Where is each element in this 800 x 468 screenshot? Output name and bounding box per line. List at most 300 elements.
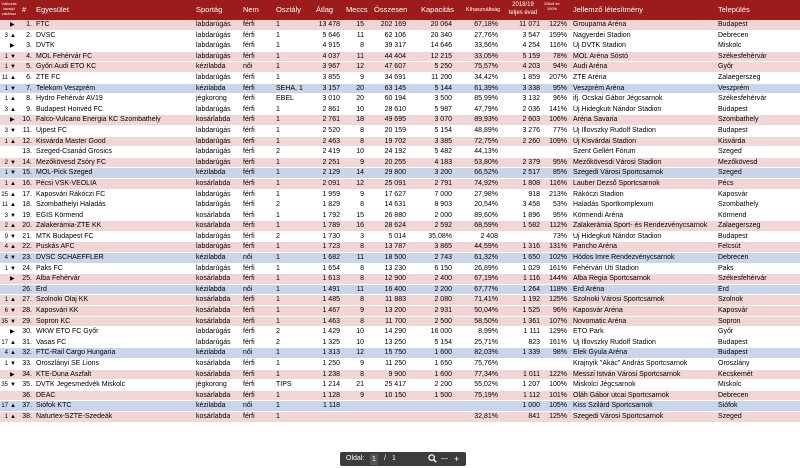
page-number-input[interactable]: 1: [372, 455, 376, 463]
cell-venue: Új Illovszky Rudolf Stadion: [573, 126, 656, 134]
cell-tot: 60 194: [384, 95, 406, 103]
cell-venue: Rákóczi Stadion: [573, 190, 624, 198]
cell-pct: 116%: [549, 42, 567, 50]
cell-rank: 30.: [22, 328, 32, 336]
cell-tot: 9 900: [388, 370, 406, 378]
cell-avg: 4 915: [322, 42, 340, 50]
cell-city: Győr: [718, 63, 734, 71]
cell-div: 1: [276, 126, 280, 134]
cell-rank: 23.: [22, 254, 32, 262]
cell-rank: 26.: [22, 285, 32, 293]
cell-club: WKW ETO FC Győr: [36, 328, 99, 336]
cell-venue: Elek Gyula Aréna: [573, 349, 628, 357]
table-row: [0, 264, 800, 275]
cell-tot: 62 106: [384, 31, 406, 39]
cell-prev: 2 603: [522, 116, 540, 124]
cell-pct: 122%: [549, 370, 567, 378]
cell-avg: 1 829: [322, 201, 340, 209]
cell-tot: 49 695: [384, 116, 406, 124]
cell-pct: 96%: [552, 307, 567, 315]
cell-venue: Szegedi Városi Sportcsarnok: [573, 412, 664, 420]
cell-avg: 1 214: [322, 381, 340, 389]
cell-prev: 823: [528, 338, 540, 346]
table-row: [0, 115, 800, 126]
cell-cap: 5 154: [434, 126, 452, 134]
cell-m: 21: [356, 381, 364, 389]
cell-city: Budapest: [718, 232, 748, 240]
cell-div: 1: [276, 275, 280, 283]
change-value: 1: [4, 85, 8, 92]
cell-div: 2: [276, 201, 280, 209]
change-value: 1: [4, 53, 8, 60]
cell-venue: Veszprém Aréna: [573, 84, 625, 92]
cell-m: 8: [360, 370, 364, 378]
cell-div: 1: [276, 264, 280, 272]
cell-prev: 2 036: [522, 105, 540, 113]
header-change-pct: Előző év 100%: [544, 1, 560, 11]
cell-pct: 98%: [552, 349, 567, 357]
cell-cap: 2 743: [434, 254, 452, 262]
cell-avg: 1 325: [322, 338, 340, 346]
cell-club: Siófok KTC: [36, 402, 72, 410]
arrow-down-icon: ▼: [10, 127, 16, 134]
cell-m: 12: [356, 179, 364, 187]
cell-util: 61,39%: [474, 84, 498, 92]
cell-prev: 11 071: [519, 21, 540, 28]
cell-util: 66,52%: [474, 169, 498, 177]
cell-prev: 2 260: [522, 137, 540, 145]
cell-div: 1: [276, 63, 280, 71]
cell-sport: labdarúgás: [196, 73, 231, 81]
cell-pct: 106%: [549, 116, 567, 124]
cell-util: 89,60%: [474, 211, 498, 219]
cell-prev: 5 159: [522, 52, 540, 60]
cell-prev: 1 808: [522, 179, 540, 187]
cell-cap: 14 646: [430, 42, 452, 50]
cell-gender: férfi: [243, 190, 255, 198]
cell-div: 2: [276, 148, 280, 156]
cell-gender: férfi: [243, 95, 255, 103]
cell-pct: 129%: [549, 328, 567, 336]
cell-rank: 31.: [22, 338, 32, 346]
cell-div: 1: [276, 360, 280, 367]
cell-util: 26,89%: [474, 264, 498, 272]
cell-tot: 13 250: [384, 338, 406, 346]
cell-gender: férfi: [243, 381, 255, 389]
cell-m: 8: [360, 264, 364, 272]
cell-tot: 20 255: [384, 158, 406, 166]
cell-rank: 33.: [22, 360, 32, 367]
cell-avg: 1 250: [322, 360, 340, 367]
cell-avg: 1 723: [322, 243, 340, 251]
cell-venue: Pancho Aréna: [573, 243, 617, 251]
cell-util: 33,56%: [474, 42, 498, 50]
cell-tot: 18 500: [384, 254, 406, 262]
cell-sport: jégkorong: [196, 95, 227, 103]
table-row: [0, 317, 800, 328]
cell-cap: 3 070: [434, 116, 452, 124]
cell-pct: 107%: [549, 317, 567, 325]
cell-rank: 6.: [26, 73, 32, 81]
cell-tot: 63 145: [384, 84, 406, 92]
cell-gender: férfi: [243, 317, 255, 325]
cell-tot: 11 700: [385, 317, 406, 325]
cell-prev: 1 650: [522, 254, 540, 262]
cell-util: 48,89%: [474, 126, 498, 134]
header-venue: Jellemző létesítmény: [573, 5, 644, 14]
table-row: [0, 137, 800, 148]
header-matches: Meccs: [346, 5, 368, 14]
cell-tot: 13 200: [384, 307, 406, 315]
cell-club: Zalakerámia-ZTE KK: [36, 222, 102, 230]
cell-city: Oroszlány: [718, 360, 750, 367]
cell-gender: férfi: [243, 370, 255, 378]
cell-pct: 125%: [549, 412, 567, 420]
change-value: 1: [4, 297, 8, 304]
table-row: [0, 73, 800, 84]
arrow-up-icon: ▲: [10, 138, 16, 145]
table-row: [0, 391, 800, 402]
cell-tot: 19 702: [384, 137, 406, 145]
cell-tot: 15 750: [384, 349, 406, 357]
cell-city: Szombathely: [718, 201, 759, 209]
cell-rank: 18.: [22, 201, 32, 209]
cell-pct: 141%: [549, 105, 567, 113]
change-value: 9: [4, 233, 8, 240]
cell-venue: Új Hidegkuti Nándor Stadion: [573, 105, 662, 113]
cell-rank: 32.: [22, 349, 32, 357]
table-row: [0, 20, 800, 31]
attendance-table: [0, 20, 800, 423]
cell-m: 8: [360, 317, 364, 325]
cell-m: 15: [356, 211, 364, 219]
arrow-up-icon: ▲: [10, 191, 16, 198]
cell-venue: Groupama Aréna: [573, 21, 627, 28]
cell-avg: 2 091: [322, 179, 340, 187]
cell-sport: labdarúgás: [196, 158, 231, 166]
cell-venue: Fehérvári Úti Stadion: [573, 264, 639, 272]
cell-avg: 1 682: [322, 254, 340, 262]
cell-div: SEHA, 1: [276, 84, 303, 92]
cell-cap: 3 500: [434, 95, 452, 103]
arrow-down-icon: ▼: [10, 212, 16, 219]
cell-venue: Messzi István Városi Sportcsarnok: [573, 370, 681, 378]
cell-gender: férfi: [243, 296, 255, 304]
cell-pct: 78%: [552, 52, 567, 60]
arrow-up-icon: ▲: [10, 403, 16, 410]
cell-div: 1: [276, 317, 280, 325]
cell-sport: kézilabda: [196, 84, 226, 92]
cell-gender: női: [243, 63, 253, 71]
arrow-right-icon: ▶: [10, 329, 15, 336]
cell-city: Szeged: [718, 169, 742, 177]
page-separator: /: [384, 455, 386, 462]
cell-pct: 161%: [549, 264, 567, 272]
cell-prev: 1 112: [523, 391, 540, 399]
cell-pct: 122%: [549, 21, 567, 28]
cell-avg: 2 129: [322, 169, 340, 177]
change-value: 1: [4, 64, 8, 71]
cell-m: 10: [356, 148, 364, 156]
cell-m: 10: [356, 328, 364, 336]
cell-city: Debrecen: [718, 391, 749, 399]
cell-m: 8: [360, 275, 364, 283]
cell-gender: férfi: [243, 391, 255, 399]
arrow-down-icon: ▼: [10, 85, 16, 92]
arrow-up-icon: ▲: [10, 223, 16, 230]
cell-rank: 4.: [26, 52, 32, 60]
cell-gender: női: [243, 285, 253, 293]
cell-avg: 3 010: [322, 95, 340, 103]
cell-tot: 20 159: [384, 126, 406, 134]
cell-sport: labdarúgás: [196, 126, 231, 134]
cell-rank: 20.: [22, 222, 32, 230]
cell-tot: 16 400: [384, 285, 406, 293]
cell-venue: Szent Gellért Fórum: [573, 148, 636, 156]
cell-club: DVSC: [36, 31, 56, 39]
cell-cap: 35,08%: [428, 232, 452, 240]
cell-pct: 95%: [552, 211, 567, 219]
table-row: [0, 200, 800, 211]
cell-util: 50,04%: [474, 307, 498, 315]
arrow-up-icon: ▲: [10, 202, 16, 209]
cell-div: 1: [276, 73, 280, 81]
cell-gender: férfi: [243, 31, 255, 39]
cell-city: Székesfehérvár: [718, 95, 767, 103]
change-value: 3: [4, 127, 8, 134]
cell-util: 61,32%: [474, 254, 498, 262]
cell-city: Kecskemét: [718, 370, 753, 378]
cell-venue: Oláh Gábor utcai Sportcsarnok: [573, 391, 670, 399]
cell-pct: 112%: [549, 222, 567, 230]
change-value: 11: [1, 74, 8, 81]
cell-cap: 6 150: [434, 264, 452, 272]
cell-club: Kaposvári Rákóczi FC: [36, 190, 106, 198]
cell-prev: 1 316: [522, 243, 540, 251]
cell-cap: 3 200: [434, 169, 452, 177]
cell-venue: Hódos Imre Rendezvénycsarnok: [573, 254, 675, 262]
cell-venue: Új Illovszky Rudolf Stadion: [573, 338, 656, 346]
table-row: [0, 158, 800, 169]
zoom-out-button[interactable]: —: [441, 455, 448, 462]
change-value: 1: [4, 96, 8, 103]
table-row: [0, 348, 800, 359]
cell-cap: 1 600: [434, 349, 452, 357]
cell-sport: labdarúgás: [196, 232, 231, 240]
cell-avg: 1 613: [322, 275, 340, 283]
cell-avg: 1 789: [322, 222, 340, 230]
cell-city: Budapest: [718, 105, 748, 113]
cell-m: 18: [356, 116, 364, 124]
cell-prev: 3 338: [522, 84, 540, 92]
cell-avg: 1 429: [322, 328, 340, 336]
cell-gender: férfi: [243, 126, 255, 134]
cell-div: 1: [276, 190, 280, 198]
cell-avg: 1 238: [322, 370, 340, 378]
cell-div: 1: [276, 21, 280, 28]
cell-util: 72,75%: [474, 137, 498, 145]
cell-m: 20: [356, 95, 364, 103]
cell-sport: labdarúgás: [196, 148, 231, 156]
cell-venue: Kaposvár Aréna: [573, 307, 623, 315]
cell-prev: 1 192: [522, 296, 540, 304]
cell-m: 8: [360, 42, 364, 50]
cell-m: 8: [360, 126, 364, 134]
cell-city: Szolnok: [718, 296, 743, 304]
cell-city: Debrecen: [718, 31, 749, 39]
cell-sport: kosárlabda: [196, 360, 231, 367]
cell-util: 8,99%: [478, 328, 498, 336]
table-row: [0, 179, 800, 190]
cell-pct: 118%: [549, 285, 567, 293]
table-row: [0, 412, 800, 423]
header-division: Osztály: [276, 5, 302, 14]
cell-cap: 2 500: [434, 317, 452, 325]
cell-sport: labdarúgás: [196, 42, 231, 50]
cell-m: 9: [360, 307, 364, 315]
cell-city: Budapest: [718, 338, 748, 346]
cell-rank: 3.: [26, 42, 32, 50]
zoom-in-button[interactable]: +: [454, 454, 460, 464]
cell-venue: ETO Park: [573, 328, 604, 336]
cell-club: EGIS Körmend: [36, 211, 84, 219]
cell-tot: 13 787: [384, 243, 406, 251]
cell-rank: 15.: [22, 169, 32, 177]
cell-pct: 161%: [549, 338, 567, 346]
table-row: [0, 359, 800, 370]
change-value: 3: [4, 212, 8, 219]
cell-div: 1: [276, 349, 280, 357]
cell-div: 1: [276, 179, 280, 187]
cell-cap: 20 064: [430, 21, 452, 28]
cell-m: 12: [356, 63, 364, 71]
cell-sport: labdarúgás: [196, 264, 231, 272]
cell-cap: 2 200: [434, 285, 452, 293]
header-sport: Sportág: [196, 5, 223, 14]
table-row: [0, 338, 800, 349]
cell-cap: 11 200: [431, 73, 452, 81]
cell-pct: 144%: [549, 275, 567, 283]
cell-city: Miskolc: [718, 381, 742, 389]
cell-tot: 26 880: [384, 211, 406, 219]
cell-rank: 37.: [22, 402, 32, 410]
cell-sport: kosárlabda: [196, 412, 231, 420]
cell-util: 25,71%: [474, 338, 498, 346]
cell-prev: 1 859: [522, 73, 540, 81]
cell-gender: férfi: [243, 158, 255, 166]
cell-m: 9: [360, 391, 364, 399]
arrow-down-icon: ▼: [10, 255, 16, 262]
cell-tot: 47 607: [384, 63, 406, 71]
cell-city: Körmend: [718, 211, 747, 219]
cell-avg: 1 128: [322, 391, 340, 399]
cell-prev: 4 203: [522, 63, 540, 71]
cell-m: 11: [356, 31, 364, 39]
cell-city: Székesfehérvár: [718, 275, 767, 283]
cell-sport: labdarúgás: [196, 190, 231, 198]
cell-cap: 1 650: [434, 360, 452, 367]
cell-pct: 73%: [552, 232, 567, 240]
cell-div: 1: [276, 158, 280, 166]
cell-sport: kosárlabda: [196, 116, 231, 124]
cell-prev: 1 264: [522, 285, 540, 293]
change-value: 1: [4, 265, 8, 272]
cell-util: 55,02%: [474, 381, 498, 389]
arrow-up-icon: ▲: [10, 297, 16, 304]
cell-venue: Új Kisvárdai Stadion: [573, 137, 637, 145]
cell-util: 89,93%: [474, 116, 498, 124]
cell-sport: kézilabda: [196, 402, 226, 410]
cell-rank: 19.: [22, 211, 32, 219]
cell-m: 8: [360, 296, 364, 304]
cell-sport: kézilabda: [196, 169, 226, 177]
arrow-up-icon: ▲: [10, 413, 16, 420]
cell-venue: Krajnyik "Akác" András Sportcsarnok: [573, 360, 688, 367]
cell-tot: 25 417: [384, 381, 406, 389]
magnifier-icon[interactable]: [428, 452, 437, 466]
cell-prev: 918: [528, 190, 540, 198]
cell-prev: 3 458: [522, 201, 540, 209]
cell-rank: 29.: [22, 317, 32, 325]
cell-venue: Mezőkövesdi Városi Stadion: [573, 158, 662, 166]
table-row: [0, 126, 800, 137]
cell-avg: 1 118: [323, 402, 340, 410]
cell-gender: férfi: [243, 360, 255, 367]
cell-div: 1: [276, 211, 280, 219]
cell-util: 44,59%: [474, 243, 498, 251]
table-row: [0, 190, 800, 201]
cell-city: Paks: [718, 264, 734, 272]
cell-rank: 12.: [22, 137, 32, 145]
cell-sport: kosárlabda: [196, 296, 231, 304]
cell-pct: 96%: [552, 95, 567, 103]
cell-gender: férfi: [243, 169, 255, 177]
change-value: 1: [4, 361, 8, 367]
cell-club: Kaposvári KK: [36, 307, 79, 315]
cell-venue: Miskolci Jégcsarnok: [573, 381, 636, 389]
cell-m: 20: [356, 84, 364, 92]
cell-avg: 1 485: [322, 296, 340, 304]
cell-club: MOL-Pick Szeged: [36, 169, 93, 177]
cell-avg: 1 730: [322, 232, 340, 240]
cell-avg: 3 157: [322, 84, 340, 92]
cell-venue: MOL Aréna Sóstó: [573, 52, 628, 60]
arrow-up-icon: ▲: [10, 350, 16, 357]
cell-venue: Szolnoki Városi Sportcsarnok: [573, 296, 665, 304]
cell-div: 1: [276, 391, 280, 399]
cell-m: 11: [356, 285, 364, 293]
arrow-down-icon: ▼: [10, 64, 16, 71]
cell-rank: 7.: [26, 84, 32, 92]
cell-cap: 2 791: [434, 179, 452, 187]
cell-div: 1: [276, 105, 280, 113]
change-value: 17: [1, 339, 8, 346]
table-row: [0, 105, 800, 116]
cell-tot: 13 230: [384, 264, 406, 272]
cell-avg: 1 463: [322, 317, 340, 325]
cell-venue: Érd Aréna: [573, 285, 605, 293]
cell-pct: 131%: [549, 243, 567, 251]
cell-util: 82,03%: [474, 349, 498, 357]
cell-util: 34,42%: [474, 73, 498, 81]
cell-city: Budapest: [718, 126, 748, 134]
cell-div: 2: [276, 232, 280, 240]
cell-rank: 24.: [22, 264, 32, 272]
cell-util: 27,76%: [474, 31, 498, 39]
change-value: 11: [1, 202, 8, 209]
table-row: [0, 147, 800, 158]
cell-rank: 28.: [22, 307, 32, 315]
